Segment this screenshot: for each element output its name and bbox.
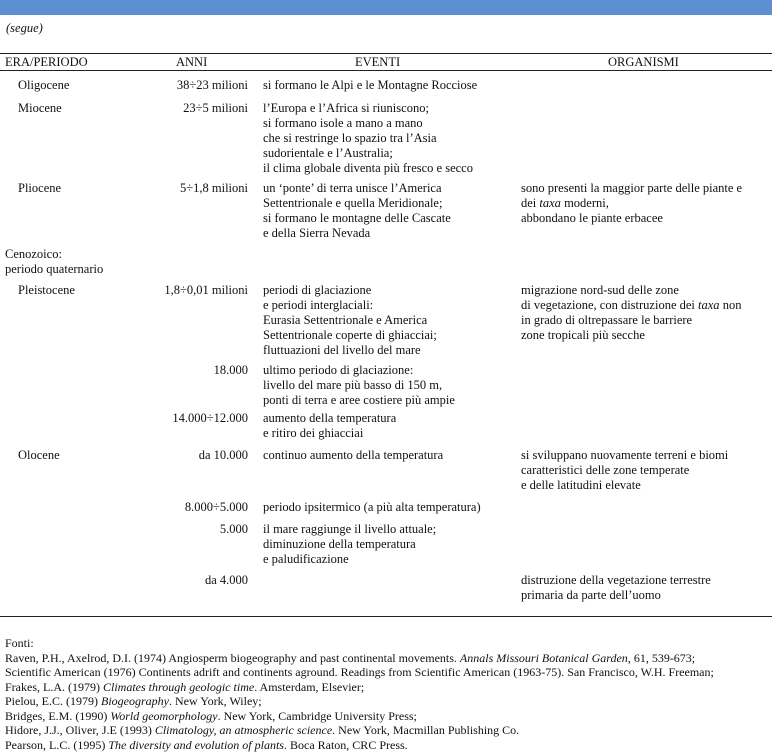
organismi-olocene: si sviluppano nuovamente terreni e biomi caratteristici delle zone temperate e delle latitudini elevate	[521, 448, 771, 493]
organismi-pliocene: sono presenti la maggior parte delle piante e dei taxa moderni, abbondano le piante erbacee	[521, 181, 771, 226]
anni-pleistocene: 1,8÷0,01 milioni	[164, 283, 248, 298]
continuation-note: (segue)	[6, 21, 43, 36]
anni-pliocene: 5÷1,8 milioni	[180, 181, 248, 196]
source-pearson: Pearson, L.C. (1995) The diversity and evolution of plants. Boca Raton, CRC Press.	[5, 738, 770, 752]
era-olocene: Olocene	[18, 448, 60, 463]
source-pielou: Pielou, E.C. (1979) Biogeography. New York, Wiley;	[5, 694, 770, 709]
eventi-oligocene: si formano le Alpi e le Montagne Rocciose	[263, 78, 518, 93]
era-pliocene: Pliocene	[18, 181, 61, 196]
source-scientific-american: Scientific American (1976) Continents adrift and continents aground. Readings from Scientific American (1963-75). San Francisco, W.H. Freeman;	[5, 665, 770, 680]
header-organismi: ORGANISMI	[608, 55, 679, 70]
table-top-rule	[0, 53, 772, 54]
era-oligocene: Oligocene	[18, 78, 69, 93]
source-hidore: Hidore, J.J., Oliver, J.E (1993) Climatology, an atmospheric science. New York, Macmillan Publishing Co.	[5, 723, 770, 738]
era-miocene: Miocene	[18, 101, 62, 116]
eventi-5000: il mare raggiunge il livello attuale; diminuzione della temperatura e paludificazione	[263, 522, 518, 567]
table-bottom-rule	[0, 616, 772, 617]
header-eventi: EVENTI	[355, 55, 400, 70]
anni-4000: da 4.000	[205, 573, 248, 588]
eventi-pliocene: un ‘ponte’ di terra unisce l’America Settentrionale e quella Meridionale; si formano le montagne delle Cascate e della Sierra Nevada	[263, 181, 518, 241]
anni-8000: 8.000÷5.000	[185, 500, 248, 515]
group-cenozoico: Cenozoico: periodo quaternario	[5, 247, 103, 277]
anni-miocene: 23÷5 milioni	[183, 101, 248, 116]
anni-oligocene: 38÷23 milioni	[177, 78, 248, 93]
anni-5000: 5.000	[220, 522, 248, 537]
anni-14000: 14.000÷12.000	[172, 411, 248, 426]
header-bar	[0, 0, 772, 15]
source-raven: Raven, P.H., Axelrod, D.I. (1974) Angiosperm biogeography and past continental movements. Annals Missouri Botanical Garden, 61, 539-673;	[5, 651, 770, 666]
eventi-olocene: continuo aumento della temperatura	[263, 448, 518, 463]
eventi-14000: aumento della temperatura e ritiro dei ghiacciai	[263, 411, 518, 441]
sources-section	[5, 636, 770, 752]
source-bridges: Bridges, E.M. (1990) World geomorphology. New York, Cambridge University Press;	[5, 709, 770, 724]
organismi-4000: distruzione della vegetazione terrestre primaria da parte dell’uomo	[521, 573, 771, 603]
header-anni: ANNI	[176, 55, 207, 70]
anni-olocene: da 10.000	[199, 448, 248, 463]
sources-title: Fonti:	[5, 636, 770, 651]
eventi-miocene: l’Europa e l’Africa si riuniscono; si formano isole a mano a mano che si restringe lo spazio tra l’Asia sudorientale e l’Australia; il clima globale diventa più fresco e secco	[263, 101, 518, 176]
eventi-pleistocene: periodi di glaciazione e periodi interglaciali: Eurasia Settentrionale e America Settentrionale coperte di ghiacciai; fluttuazioni del livello del mare	[263, 283, 518, 358]
era-pleistocene: Pleistocene	[18, 283, 75, 298]
table-header-rule	[0, 70, 772, 71]
eventi-18000: ultimo periodo di glaciazione: livello del mare più basso di 150 m, ponti di terra e aree costiere più ampie	[263, 363, 518, 408]
source-frakes: Frakes, L.A. (1979) Climates through geologic time. Amsterdam, Elsevier;	[5, 680, 770, 695]
organismi-pleistocene: migrazione nord-sud delle zone di vegetazione, con distruzione dei taxa non in grado di oltrepassare le barriere zone tropicali più secche	[521, 283, 771, 343]
header-era: ERA/PERIODO	[5, 55, 88, 70]
anni-18000: 18.000	[214, 363, 248, 378]
eventi-8000: periodo ipsitermico (a più alta temperatura)	[263, 500, 518, 515]
